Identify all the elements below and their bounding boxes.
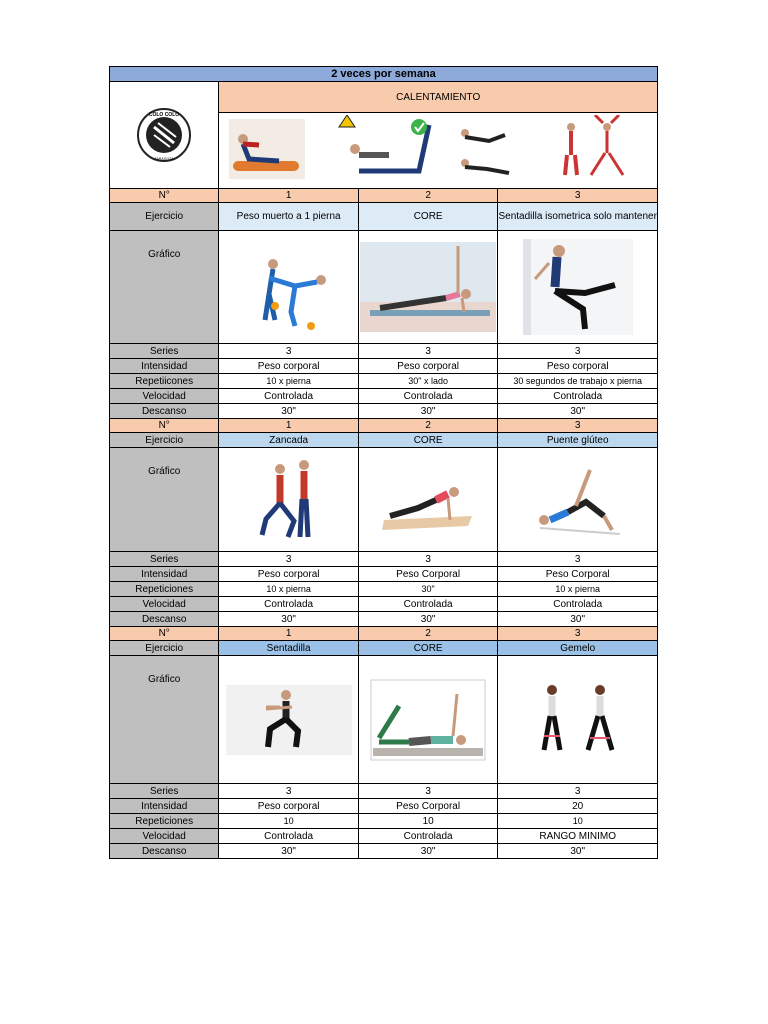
block-2-reps-row bbox=[110, 582, 658, 597]
training-sheet bbox=[109, 66, 658, 859]
block-2-graphic-row bbox=[110, 448, 658, 552]
wall-sit-figure-image bbox=[523, 239, 633, 335]
exercise-name: Sentadilla isometrica solo mantener bbox=[498, 203, 658, 231]
num-cell: 1 bbox=[219, 627, 359, 641]
reps-value: 30" bbox=[358, 582, 498, 597]
block-2-intensity-row bbox=[110, 567, 658, 582]
warmup-images bbox=[219, 113, 658, 189]
block-1-series-row bbox=[110, 344, 658, 359]
exercise-name: Gemelo bbox=[498, 641, 658, 656]
num-label: N° bbox=[110, 189, 219, 203]
reps-value: 30" x lado bbox=[358, 374, 498, 389]
plank-figure-image bbox=[378, 460, 478, 540]
series-value: 3 bbox=[498, 784, 658, 799]
reps-value: 30 segundos de trabajo x pierna bbox=[498, 374, 658, 389]
intensity-value: Peso corporal bbox=[219, 799, 359, 814]
calf-band-figure-image bbox=[528, 680, 628, 760]
series-value: 3 bbox=[358, 784, 498, 799]
exercise-label: Ejercicio bbox=[110, 203, 219, 231]
lunge-figure-image bbox=[254, 455, 324, 545]
rest-value: 30" bbox=[358, 404, 498, 419]
block-2-rest-row bbox=[110, 612, 658, 627]
speed-value: Controlada bbox=[358, 389, 498, 404]
intensity-label: Intensidad bbox=[110, 799, 219, 814]
graphic-label: Gráfico bbox=[110, 231, 219, 344]
exercise-name: Sentadilla bbox=[219, 641, 359, 656]
graphic-cell bbox=[219, 231, 359, 344]
reps-label: Repeticiones bbox=[110, 582, 219, 597]
rest-value: 30" bbox=[219, 404, 359, 419]
graphic-label: Gráfico bbox=[110, 448, 219, 552]
num-cell: 3 bbox=[498, 627, 658, 641]
intensity-value: Peso corporal bbox=[219, 567, 359, 582]
logo-bottom-text: ZARAGOZA bbox=[154, 157, 174, 161]
logo-top-text: COLO COLO bbox=[149, 112, 180, 118]
series-value: 3 bbox=[358, 552, 498, 567]
exercise-name: Zancada bbox=[219, 433, 359, 448]
logo-cell bbox=[110, 82, 219, 189]
block-1-rest-row bbox=[110, 404, 658, 419]
block-2-num-row bbox=[110, 419, 658, 433]
speed-value: Controlada bbox=[358, 597, 498, 612]
series-label: Series bbox=[110, 552, 219, 567]
series-label: Series bbox=[110, 784, 219, 799]
intensity-value: Peso corporal bbox=[498, 359, 658, 374]
title-row bbox=[110, 67, 658, 82]
speed-value: Controlada bbox=[219, 389, 359, 404]
rest-value: 30" bbox=[498, 404, 658, 419]
reps-value: 10 x pierna bbox=[498, 582, 658, 597]
rest-label: Descanso bbox=[110, 612, 219, 627]
num-cell: 1 bbox=[219, 189, 359, 203]
intensity-value: Peso corporal bbox=[219, 359, 359, 374]
num-cell: 3 bbox=[498, 189, 658, 203]
warmup-label: CALENTAMIENTO bbox=[219, 82, 658, 113]
speed-value: Controlada bbox=[498, 389, 658, 404]
reps-value: 10 bbox=[219, 814, 359, 829]
deadlift-figure-image bbox=[239, 242, 339, 332]
speed-label: Velocidad bbox=[110, 829, 219, 844]
num-label: N° bbox=[110, 627, 219, 641]
graphic-cell bbox=[358, 448, 498, 552]
speed-label: Velocidad bbox=[110, 389, 219, 404]
num-label: N° bbox=[110, 419, 219, 433]
reps-label: Repetiicones bbox=[110, 374, 219, 389]
workout-table bbox=[109, 66, 658, 859]
rest-value: 30" bbox=[498, 612, 658, 627]
speed-value: Controlada bbox=[498, 597, 658, 612]
series-value: 3 bbox=[219, 552, 359, 567]
num-cell: 2 bbox=[358, 627, 498, 641]
reps-value: 10 bbox=[498, 814, 658, 829]
exercise-name: Peso muerto a 1 pierna bbox=[219, 203, 359, 231]
speed-label: Velocidad bbox=[110, 597, 219, 612]
graphic-cell bbox=[498, 448, 658, 552]
exercise-name: CORE bbox=[358, 641, 498, 656]
intensity-value: Peso corporal bbox=[358, 359, 498, 374]
rest-label: Descanso bbox=[110, 844, 219, 859]
exercise-name: CORE bbox=[358, 433, 498, 448]
speed-value: Controlada bbox=[358, 829, 498, 844]
glute-bridge-figure-image bbox=[528, 458, 628, 542]
block-1-exercise-row bbox=[110, 203, 658, 231]
exercise-label: Ejercicio bbox=[110, 641, 219, 656]
sheet-title: 2 veces por semana bbox=[110, 67, 658, 82]
reps-value: 10 x pierna bbox=[219, 374, 359, 389]
warmup-header-row bbox=[110, 82, 658, 113]
graphic-cell bbox=[219, 656, 359, 784]
intensity-label: Intensidad bbox=[110, 359, 219, 374]
rest-label: Descanso bbox=[110, 404, 219, 419]
reps-value: 10 bbox=[358, 814, 498, 829]
block-3-num-row bbox=[110, 627, 658, 641]
block-3-reps-row bbox=[110, 814, 658, 829]
reps-label: Repeticiones bbox=[110, 814, 219, 829]
graphic-cell bbox=[358, 656, 498, 784]
series-label: Series bbox=[110, 344, 219, 359]
intensity-value: Peso Corporal bbox=[358, 567, 498, 582]
num-cell: 1 bbox=[219, 419, 359, 433]
speed-value: RANGO MINIMO bbox=[498, 829, 658, 844]
series-value: 3 bbox=[358, 344, 498, 359]
series-value: 3 bbox=[219, 784, 359, 799]
block-3-series-row bbox=[110, 784, 658, 799]
block-1-intensity-row bbox=[110, 359, 658, 374]
graphic-cell bbox=[498, 231, 658, 344]
series-value: 3 bbox=[219, 344, 359, 359]
block-3-rest-row bbox=[110, 844, 658, 859]
club-logo-icon bbox=[136, 107, 192, 163]
squat-figure-image bbox=[226, 685, 352, 755]
block-1-num-row bbox=[110, 189, 658, 203]
block-3-intensity-row bbox=[110, 799, 658, 814]
rest-value: 30" bbox=[358, 844, 498, 859]
num-cell: 2 bbox=[358, 189, 498, 203]
rest-value: 30" bbox=[358, 612, 498, 627]
num-cell: 3 bbox=[498, 419, 658, 433]
block-2-speed-row bbox=[110, 597, 658, 612]
reps-value: 10 x pierna bbox=[219, 582, 359, 597]
speed-value: Controlada bbox=[219, 597, 359, 612]
num-cell: 2 bbox=[358, 419, 498, 433]
leg-raise-figure-image bbox=[369, 678, 487, 762]
graphic-cell bbox=[498, 656, 658, 784]
graphic-cell bbox=[219, 448, 359, 552]
intensity-value: Peso Corporal bbox=[498, 567, 658, 582]
graphic-cell bbox=[358, 231, 498, 344]
rest-value: 30" bbox=[219, 844, 359, 859]
exercise-name: Puente glúteo bbox=[498, 433, 658, 448]
intensity-value: 20 bbox=[498, 799, 658, 814]
block-1-speed-row bbox=[110, 389, 658, 404]
graphic-label: Gráfico bbox=[110, 656, 219, 784]
exercise-name: CORE bbox=[358, 203, 498, 231]
block-3-speed-row bbox=[110, 829, 658, 844]
speed-value: Controlada bbox=[219, 829, 359, 844]
series-value: 3 bbox=[498, 344, 658, 359]
exercise-label: Ejercicio bbox=[110, 433, 219, 448]
block-1-graphic-row bbox=[110, 231, 658, 344]
side-plank-figure-image bbox=[360, 242, 496, 332]
block-1-reps-row bbox=[110, 374, 658, 389]
warmup-figures-image bbox=[219, 115, 657, 187]
block-2-series-row bbox=[110, 552, 658, 567]
block-3-graphic-row bbox=[110, 656, 658, 784]
block-3-exercise-row bbox=[110, 641, 658, 656]
series-value: 3 bbox=[498, 552, 658, 567]
rest-value: 30" bbox=[498, 844, 658, 859]
rest-value: 30" bbox=[219, 612, 359, 627]
intensity-label: Intensidad bbox=[110, 567, 219, 582]
intensity-value: Peso Corporal bbox=[358, 799, 498, 814]
block-2-exercise-row bbox=[110, 433, 658, 448]
